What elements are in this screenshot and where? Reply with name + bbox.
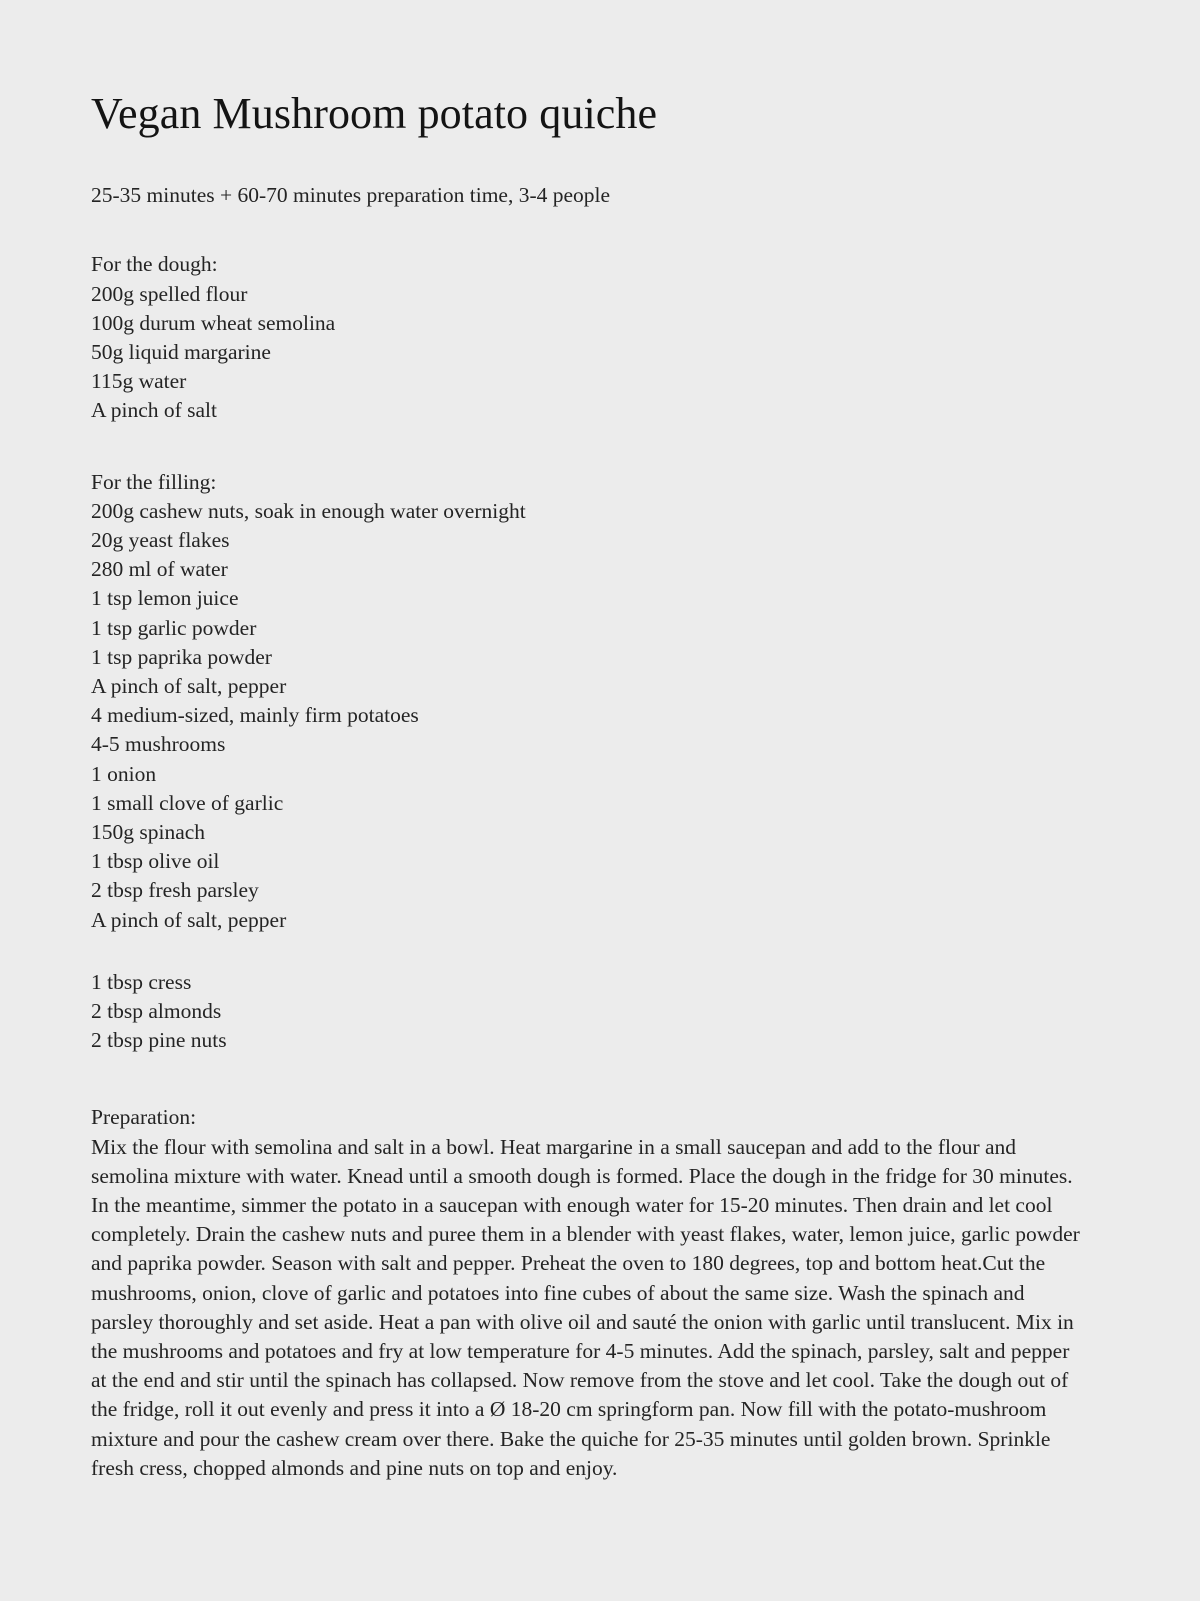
list-item: A pinch of salt, pepper [91, 673, 287, 698]
preparation-heading: Preparation: [91, 1105, 197, 1130]
list-item: 115g water [91, 369, 187, 394]
list-item: 1 tsp paprika powder [91, 644, 272, 669]
recipe-meta: 25-35 minutes + 60-70 minutes preparation time, 3-4 people [91, 182, 611, 207]
list-item: 1 small clove of garlic [91, 790, 284, 815]
list-item: 2 tbsp pine nuts [91, 1028, 227, 1053]
filling-section [91, 468, 1100, 935]
list-item: 2 tbsp fresh parsley [91, 878, 259, 903]
list-item: 1 tbsp olive oil [91, 849, 220, 874]
list-item: 100g durum wheat semolina [91, 310, 336, 335]
list-item: 50g liquid margarine [91, 339, 271, 364]
preparation-body: Mix the flour with semolina and salt in a bowl. Heat margarine in a small saucepan and add to the flour and semolina mixture with water. Knead until a smooth dough is formed. Place the dough in the fridge for 30 minutes. In the meantime, simmer the potato in a saucepan with enough water for 15-20 minutes. Then drain and let cool completely. Drain the cashew nuts and puree them in a blender with yeast flakes, water, lemon juice, garlic powder and paprika powder. Season with salt and pepper. Preheat the oven to 180 degrees, top and bottom heat.Cut the mushrooms, onion, clove of garlic and potatoes into fine cubes of about the same size. Wash the spinach and parsley thoroughly and set aside. Heat a pan with olive oil and sauté the onion with garlic until translucent. Mix in the mushrooms and potatoes and fry at low temperature for 4-5 minutes. Add the spinach, parsley, salt and pepper at the end and stir until the spinach has collapsed. Now remove from the stove and let cool. Take the dough out of the fridge, roll it out evenly and press it into a Ø 18-20 cm springform pan. Now fill with the potato-mushroom mixture and pour the cashew cream over there. Bake the quiche for 25-35 minutes until golden brown. Sprinkle fresh cress, chopped almonds and pine nuts on top and enjoy. [91, 1134, 1080, 1480]
list-item: 1 tsp lemon juice [91, 586, 239, 611]
list-item: 280 ml of water [91, 557, 228, 582]
list-item: A pinch of salt [91, 398, 217, 423]
list-item: 1 tbsp cress [91, 969, 192, 994]
dough-heading: For the dough: [91, 252, 218, 277]
filling-heading: For the filling: [91, 469, 217, 494]
list-item: 200g cashew nuts, soak in enough water overnight [91, 498, 526, 523]
list-item: 4-5 mushrooms [91, 732, 226, 757]
list-item: 150g spinach [91, 819, 206, 844]
dough-section [91, 250, 1100, 425]
list-item: 1 onion [91, 761, 157, 786]
list-item: A pinch of salt, pepper [91, 907, 287, 932]
page-title: Vegan Mushroom potato quiche [91, 89, 658, 138]
list-item: 4 medium-sized, mainly firm potatoes [91, 703, 419, 728]
topping-section [91, 968, 1100, 1056]
list-item: 20g yeast flakes [91, 527, 230, 552]
preparation-section [91, 1103, 1100, 1483]
list-item: 2 tbsp almonds [91, 998, 222, 1023]
list-item: 1 tsp garlic powder [91, 615, 257, 640]
list-item: 200g spelled flour [91, 281, 248, 306]
